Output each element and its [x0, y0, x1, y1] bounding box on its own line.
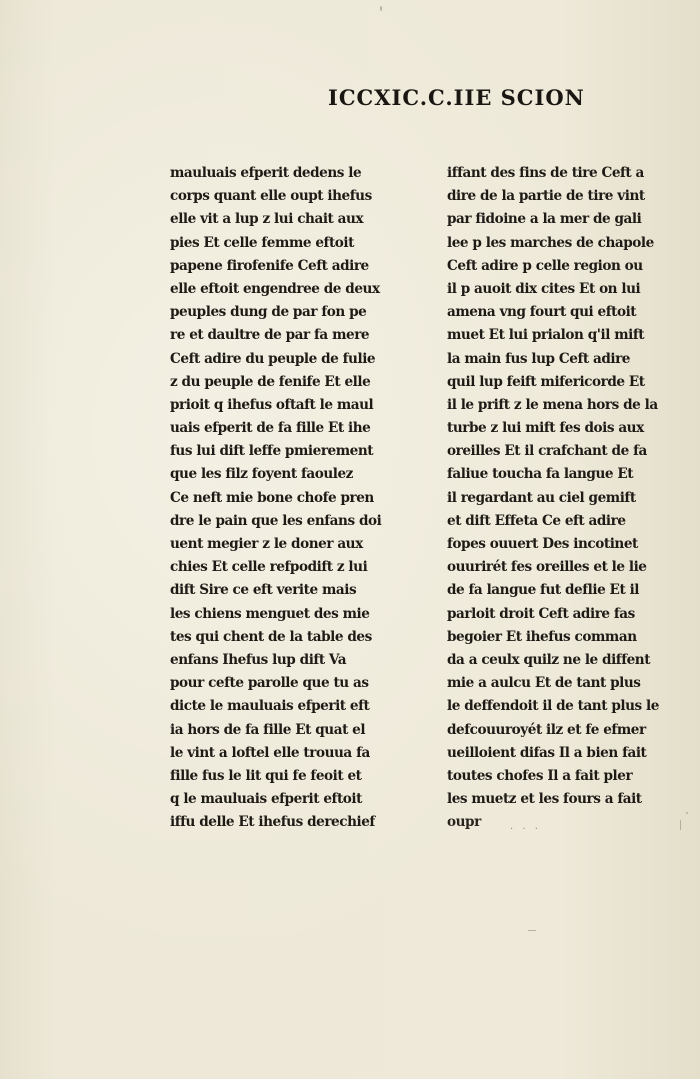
text-line: prioit q ihefus oftaft le maul	[170, 396, 374, 413]
text-line: fopes ouuert Des incotinet	[447, 536, 638, 552]
text-line: le vint a loftel elle trouua fa	[170, 744, 370, 761]
trailing-marks: · · ·	[510, 824, 541, 835]
text-line: dicte le mauluais efperit eft	[170, 698, 370, 715]
text-line: chies Et celle refpodift z lui	[170, 559, 368, 576]
running-head: ICCXIC.C.IIE SCION	[328, 85, 585, 110]
text-line: fus lui dift leffe pmierement	[170, 443, 374, 460]
text-line: iffu delle Et ihefus derechief	[170, 814, 375, 831]
text-line: peuples dung de par fon pe	[170, 304, 367, 321]
text-line: defcouuroyét ilz et fe efmer	[447, 721, 646, 738]
text-line: il regardant au ciel gemift	[447, 489, 636, 506]
text-line: iffant des fins de tire Ceft a	[447, 165, 644, 181]
text-line: mauluais efperit dedens le	[170, 165, 362, 181]
text-line: les chiens menguet des mie	[170, 605, 370, 622]
text-line: et dift Effeta Ce eft adire	[447, 512, 626, 529]
text-line: oupr	[447, 814, 481, 831]
text-line: pies Et celle femme eftoit	[170, 234, 354, 251]
text-line: papene firofenife Ceft adire	[170, 257, 369, 274]
text-line: de fa langue fut deflie Et il	[447, 582, 640, 599]
text-line: oreilles Et il crafchant de fa	[447, 443, 647, 460]
text-line: que les filz foyent faoulez	[170, 466, 353, 483]
text-line: la main fus lup Ceft adire	[447, 350, 630, 367]
text-line: turbe z lui mift fes dois aux	[447, 420, 644, 437]
text-line: ueilloient difas Il a bien fait	[447, 744, 647, 761]
left-text-column	[170, 162, 410, 834]
paper-speck	[686, 812, 688, 814]
text-line: q le mauluais efperit eftoit	[170, 791, 362, 808]
text-line: Ceft adire du peuple de fulie	[170, 350, 376, 367]
text-line: ia hors de fa fille Et quat el	[170, 721, 366, 738]
text-line: begoier Et ihefus comman	[447, 628, 637, 645]
text-line: par fidoine a la mer de gali	[447, 211, 642, 228]
text-line: da a ceulx quilz ne le diffent	[447, 651, 651, 668]
text-line: parloit droit Ceft adire fas	[447, 605, 635, 622]
text-line: toutes chofes Il a fait pler	[447, 767, 633, 784]
text-line: uent megier z le doner aux	[170, 536, 363, 552]
text-line: enfans Ihefus lup dift Va	[170, 651, 347, 668]
text-line: elle vit a lup z lui chait aux	[170, 211, 364, 228]
text-line: uais efperit de fa fille Et ihe	[170, 420, 371, 437]
text-line: re et daultre de par fa mere	[170, 327, 370, 344]
text-line: le deffendoit il de tant plus le	[447, 698, 659, 715]
text-line: faliue toucha fa langue Et	[447, 466, 634, 483]
text-line: corps quant elle oupt ihefus	[170, 188, 372, 205]
text-line: z du peuple de fenife Et elle	[170, 373, 371, 390]
text-line: dire de la partie de tire vint	[447, 188, 645, 205]
right-text-column	[447, 162, 683, 834]
text-line: Ceft adire p celle region ou	[447, 257, 643, 274]
text-line: les muetz et les fours a fait	[447, 791, 642, 808]
text-line: muet Et lui prialon q'il mift	[447, 327, 645, 344]
text-line: dre le pain que les enfans doi	[170, 512, 382, 529]
text-line: pour cefte parolle que tu as	[170, 675, 369, 692]
paper-speck	[528, 930, 536, 931]
text-line: tes qui chent de la table des	[170, 628, 372, 645]
text-line: ouurirét fes oreilles et le lie	[447, 559, 647, 576]
text-line: amena vng fourt qui eftoit	[447, 304, 637, 321]
paper-speck	[380, 6, 382, 11]
text-line: il p auoit dix cites Et on lui	[447, 280, 641, 297]
text-line: dift Sire ce eft verite mais	[170, 582, 357, 599]
text-line: mie a aulcu Et de tant plus	[447, 675, 641, 692]
text-line: quil lup feift mifericorde Et	[447, 373, 645, 390]
text-line: elle eftoit engendree de deux	[170, 280, 380, 297]
text-line: Ce neft mie bone chofe pren	[170, 489, 374, 506]
text-line: lee p les marches de chapole	[447, 234, 654, 251]
text-line: fille fus le lit qui fe feoit et	[170, 767, 362, 784]
text-line: il le prift z le mena hors de la	[447, 396, 658, 413]
